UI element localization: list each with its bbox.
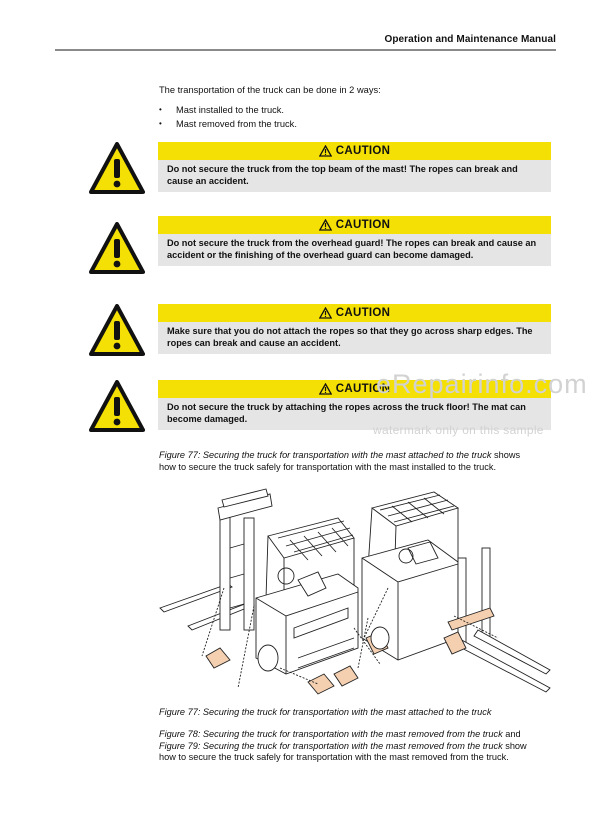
- caution-triangle-icon: [319, 145, 332, 157]
- figure-reference-link[interactable]: Figure 79: Securing the truck for transportation with the mast removed from the truck: [159, 740, 503, 751]
- header-rule: [55, 49, 556, 51]
- caution-label: CAUTION: [335, 383, 391, 395]
- figure-reference-link[interactable]: Figure 78: Securing the truck for transportation with the mast removed from the truck: [159, 729, 503, 739]
- intro-text: The transportation of the truck can be done in 2 ways:: [159, 85, 381, 95]
- figure77-paragraph: Figure 77: Securing the truck for transportation with the mast attached to the truck shows how to secure the truck safely for transportation with the mast installed to the truck.: [159, 450, 521, 472]
- caution-text: Do not secure the truck from the overhead guard! The ropes can break and cause an accident or the finishing of the overhead guard can become damaged.: [167, 238, 537, 260]
- warning-triangle-icon: [89, 304, 145, 356]
- figure-reference-link[interactable]: Figure 77: Securing the truck for transportation with the mast attached to the truck: [159, 450, 492, 460]
- caution-triangle-icon: [319, 383, 332, 395]
- caution-triangle-icon: [319, 307, 332, 319]
- caution-box: [158, 142, 551, 192]
- warning-triangle-icon: [89, 222, 145, 274]
- watermark-note: watermark only on this sample: [373, 423, 544, 437]
- caution-text: Do not secure the truck by attaching the ropes across the truck floor! The mat can become damaged.: [167, 402, 526, 424]
- caution-header: [158, 216, 551, 234]
- list-item: • Mast removed from the truck.: [159, 119, 297, 129]
- caution-label: CAUTION: [335, 307, 391, 319]
- caution-header: [158, 142, 551, 160]
- caution-text: Make sure that you do not attach the ropes so that they go across sharp edges. The ropes can break and cause an accident.: [167, 326, 533, 348]
- caution-label: CAUTION: [335, 219, 391, 231]
- bullet-icon: •: [159, 105, 162, 114]
- caution-header: [158, 304, 551, 322]
- bullet-list: [159, 103, 297, 131]
- header-title: Operation and Maintenance Manual: [384, 34, 556, 45]
- caution-box: [158, 216, 551, 266]
- figure78-79-paragraph: Figure 78: Securing the truck for transportation with the mast removed from the truck and Figure 79: Securing the truck for transportation with the mast removed from the truck show how to secure the truck safely for transportation with the mast removed from the truck.: [159, 729, 527, 762]
- caution-box: [158, 304, 551, 354]
- caution-triangle-icon: [319, 219, 332, 231]
- bullet-icon: •: [159, 119, 162, 128]
- forklift-securing-illustration: [158, 488, 553, 698]
- warning-triangle-icon: [89, 380, 145, 432]
- forklift-with-mast-drawing: [160, 489, 380, 694]
- watermark-brand: eRepairinfo.com: [376, 369, 588, 399]
- forklift-mast-removed-drawing: [358, 492, 550, 692]
- warning-triangle-icon: [89, 142, 145, 194]
- caution-label: CAUTION: [335, 145, 391, 157]
- figure-caption: Figure 77: Securing the truck for transportation with the mast attached to the truck: [159, 707, 492, 717]
- caution-text: Do not secure the truck from the top beam of the mast! The ropes can break and cause an accident.: [167, 164, 518, 186]
- list-item: • Mast installed to the truck.: [159, 105, 284, 115]
